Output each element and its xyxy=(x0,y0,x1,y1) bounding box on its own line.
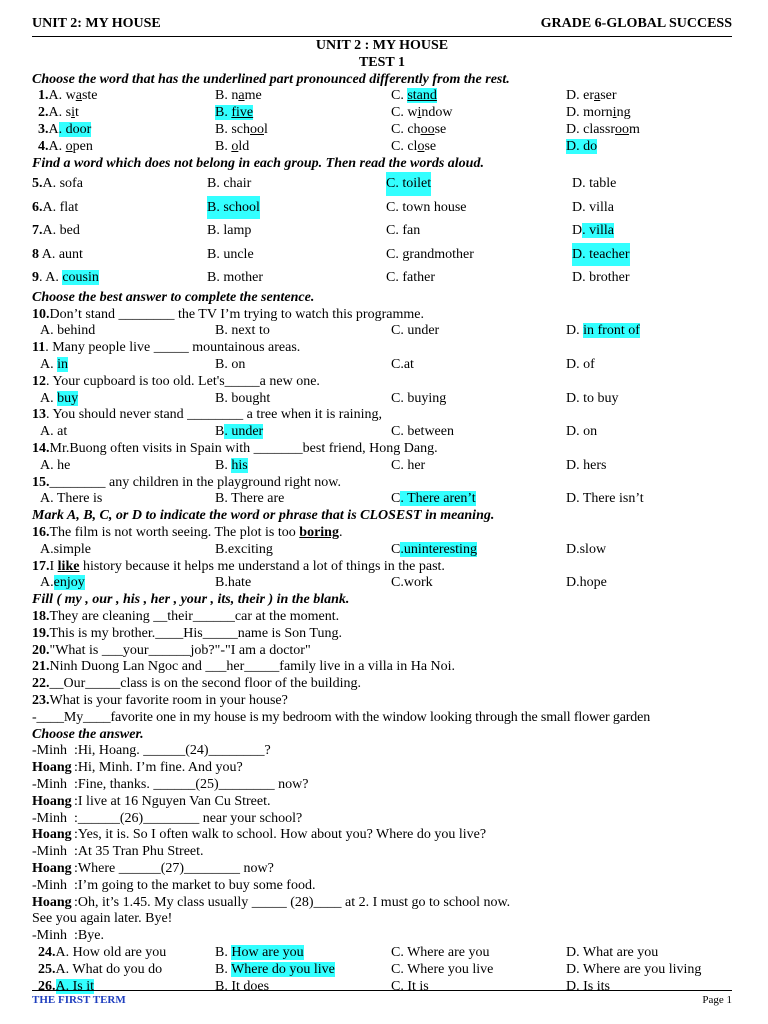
option-a: A. door xyxy=(48,121,92,137)
option-c: C. Where you live xyxy=(391,961,494,977)
fill-line: 19.This is my brother.____His_____name is Son Tung. xyxy=(32,625,342,641)
question-number: 1. xyxy=(38,88,49,104)
option-d: D. teacher xyxy=(572,243,630,267)
option-a: A. at xyxy=(40,424,68,440)
dialogue-line: -Minh :At 35 Tran Phu Street. xyxy=(32,844,204,860)
question-7 xyxy=(32,219,732,243)
option-b: B. on xyxy=(215,357,246,373)
question-number: 24. xyxy=(38,944,56,960)
dialogue-line: -Minh :I’m going to the market to buy some food. xyxy=(32,877,316,893)
option-a: A. Is it xyxy=(55,978,94,994)
option-c: C. close xyxy=(391,138,437,154)
dialogue-line: -Minh :Bye. xyxy=(32,928,104,944)
option-c: C. Where are you xyxy=(391,944,490,960)
fill-line: 21.Ninh Duong Lan Ngoc and ___her_____family live in a villa in Ha Noi. xyxy=(32,659,456,675)
page-subtitle: TEST 1 xyxy=(358,54,406,70)
option-c: C. It is xyxy=(391,978,429,994)
question-9 xyxy=(32,266,732,290)
header-grade: GRADE 6-GLOBAL SUCCESS xyxy=(540,16,732,31)
dialogue-line: Hoang :Oh, it’s 1.45. My class usually _____ (28)____ at 2. I must go to school now. xyxy=(32,894,511,910)
option-d: D. hers xyxy=(566,457,607,473)
question-12-stem: 12. Your cupboard is too old. Let's_____a new one. xyxy=(32,373,320,389)
question-24-options xyxy=(32,945,732,962)
section6-instruction: Choose the answer. xyxy=(32,726,144,742)
option-d: D. villa xyxy=(572,223,615,239)
option-d: D. eraser xyxy=(566,88,617,104)
test-content xyxy=(32,38,732,995)
question-5 xyxy=(32,172,732,196)
option-b: B. school xyxy=(207,196,260,220)
section5-instruction: Fill ( my , our , his , her , your , its, their ) in the blank. xyxy=(32,592,350,608)
question-25-options xyxy=(32,962,732,979)
option-b: B. five xyxy=(215,105,254,121)
dialogue-line: Hoang :Hi, Minh. I’m fine. And you? xyxy=(32,760,243,776)
option-a: A. behind xyxy=(40,323,96,339)
question-14-options xyxy=(32,458,732,475)
question-13-stem: 13. You should never stand ________ a tree when it is raining, xyxy=(32,407,382,423)
question-12-options xyxy=(32,391,732,408)
option-c: C. her xyxy=(391,457,426,473)
question-3 xyxy=(32,122,732,139)
dialogue-line: -Minh :______(26)________ near your school? xyxy=(32,810,303,826)
question-11-options xyxy=(32,357,732,374)
question-10-options xyxy=(32,323,732,340)
option-b: B. uncle xyxy=(207,246,254,262)
dialogue-line: See you again later. Bye! xyxy=(32,911,173,927)
option-b: B.hate xyxy=(215,575,252,591)
option-b: B. bought xyxy=(215,390,271,406)
question-number: 3. xyxy=(38,121,49,137)
option-d: D. Where are you living xyxy=(566,961,702,977)
dialogue-line: -Minh :Fine, thanks. ______(25)________ now? xyxy=(32,776,309,792)
option-b: B.exciting xyxy=(215,541,273,557)
question-6 xyxy=(32,196,732,220)
option-a: . A. cousin xyxy=(39,270,99,286)
option-c: C. under xyxy=(391,323,440,339)
option-a: A. sit xyxy=(48,105,79,121)
fill-line: 20."What is ___your______job?"-"I am a doctor" xyxy=(32,642,311,658)
option-d: D. of xyxy=(566,357,595,373)
option-c: C. grandmother xyxy=(386,246,474,262)
question-8 xyxy=(32,243,732,267)
question-number: 26. xyxy=(38,978,56,994)
section1-instruction: Choose the word that has the underlined part pronounced differently from the rest. xyxy=(32,71,510,87)
question-11-stem: 11. Many people live _____ mountainous areas. xyxy=(32,340,301,356)
option-d: D. Is its xyxy=(566,978,610,994)
question-4 xyxy=(32,139,732,156)
option-b: B. his xyxy=(215,457,248,473)
option-d: D. brother xyxy=(572,270,630,286)
page-header xyxy=(32,14,732,37)
option-d: D. table xyxy=(572,176,617,192)
option-a: A. What do you do xyxy=(55,961,163,977)
question-17-options xyxy=(32,575,732,592)
option-d: D. villa xyxy=(572,199,614,215)
fill-line: 18.They are cleaning __their______car at the moment. xyxy=(32,609,340,625)
footer-term: THE FIRST TERM xyxy=(32,994,126,1006)
section3-instruction: Choose the best answer to complete the sentence. xyxy=(32,289,315,305)
question-17-stem: 17.I like history because it helps me understand a lot of things in the past. xyxy=(32,558,445,574)
option-a: A.simple xyxy=(40,541,91,557)
option-c: C. toilet xyxy=(386,172,431,196)
option-b: B. under xyxy=(215,424,264,440)
option-a: A. flat xyxy=(42,199,79,215)
header-unit: UNIT 2: MY HOUSE xyxy=(32,16,161,31)
question-2 xyxy=(32,105,732,122)
question-14-stem: 14.Mr.Buong often visits in Spain with _______best friend, Hong Dang. xyxy=(32,441,438,457)
question-15-stem: 15.________ any children in the playground right now. xyxy=(32,474,341,490)
option-a: A. open xyxy=(48,138,93,154)
question-number: 8 xyxy=(32,246,39,262)
dialogue-line: Hoang :I live at 16 Nguyen Van Cu Street. xyxy=(32,793,271,809)
option-a: A. There is xyxy=(40,491,103,507)
option-b: B. There are xyxy=(215,491,285,507)
option-d: D. What are you xyxy=(566,944,659,960)
option-d: D.hope xyxy=(566,575,607,591)
option-a: A. sofa xyxy=(42,176,83,192)
question-1 xyxy=(32,88,732,105)
option-d: D. in front of xyxy=(566,323,640,339)
option-b: B. chair xyxy=(207,176,252,192)
question-10-stem: 10.Don’t stand ________ the TV I’m trying to watch this programme. xyxy=(32,306,424,322)
option-c: C. father xyxy=(386,270,435,286)
option-a: A. in xyxy=(40,357,69,373)
option-d: D. morning xyxy=(566,105,631,121)
option-d: D.slow xyxy=(566,541,607,557)
question-number: 6. xyxy=(32,199,43,215)
option-a: A. buy xyxy=(40,390,79,406)
option-d: D. to buy xyxy=(566,390,619,406)
question-number: 4. xyxy=(38,138,49,154)
option-c: C. window xyxy=(391,105,453,121)
option-d: D. do xyxy=(566,138,598,154)
option-c: C. between xyxy=(391,424,454,440)
option-b: B. lamp xyxy=(207,223,252,239)
question-number: 5. xyxy=(32,176,43,192)
question-16-stem: 16.The film is not worth seeing. The plot is too boring. xyxy=(32,525,343,541)
option-a: A. How old are you xyxy=(55,944,167,960)
dialogue-line: Hoang :Yes, it is. So I often walk to school. How about you? Where do you live? xyxy=(32,827,487,843)
option-b: B. next to xyxy=(215,323,270,339)
option-a: A. he xyxy=(40,457,71,473)
option-b: B. mother xyxy=(207,270,263,286)
option-c: C. fan xyxy=(386,223,421,239)
fill-line: 22.__Our_____class is on the second floor of the building. xyxy=(32,676,361,692)
option-c: C. stand xyxy=(391,88,437,104)
question-number: 7. xyxy=(32,223,43,239)
option-b: B. Where do you live xyxy=(215,961,335,977)
page-number: Page 1 xyxy=(702,994,732,1006)
option-c: C.work xyxy=(391,575,433,591)
question-15-options xyxy=(32,491,732,508)
section2-instruction: Find a word which does not belong in each group. Then read the words aloud. xyxy=(32,155,484,171)
question-number: 25. xyxy=(38,961,56,977)
dialogue-line: -Minh :Hi, Hoang. ______(24)________? xyxy=(32,743,271,759)
option-b: B. name xyxy=(215,88,262,104)
option-b: B. It does xyxy=(215,978,270,994)
option-c: C. town house xyxy=(386,199,467,215)
page-footer xyxy=(32,990,732,1011)
option-d: D. classroom xyxy=(566,121,640,137)
question-13-options xyxy=(32,424,732,441)
question-number: 2. xyxy=(38,105,49,121)
option-d: D. on xyxy=(566,424,598,440)
section4-instruction: Mark A, B, C, or D to indicate the word or phrase that is CLOSEST in meaning. xyxy=(32,508,495,524)
page-title: UNIT 2 : MY HOUSE xyxy=(315,38,449,53)
option-b: B. school xyxy=(215,121,268,137)
option-c: C. buying xyxy=(391,390,447,406)
option-b: B. How are you xyxy=(215,944,304,960)
question-16-options xyxy=(32,542,732,559)
option-c: C. choose xyxy=(391,121,447,137)
dialogue-line: Hoang :Where ______(27)________ now? xyxy=(32,860,274,876)
option-a: A. bed xyxy=(42,223,80,239)
option-d: D. There isn’t xyxy=(566,491,644,507)
fill-line: -____My____favorite one in my house is my bedroom with the window looking through the small flower garden xyxy=(32,709,651,725)
option-a: A.enjoy xyxy=(40,575,85,591)
option-a: A. waste xyxy=(48,88,98,104)
fill-line: 23.What is your favorite room in your house? xyxy=(32,693,288,708)
option-c: C.uninteresting xyxy=(391,541,477,557)
option-c: C. There aren’t xyxy=(391,491,476,507)
option-c: C.at xyxy=(391,357,414,373)
question-number: 9 xyxy=(32,270,39,286)
option-a: A. aunt xyxy=(39,246,83,262)
option-b: B. old xyxy=(215,138,250,154)
